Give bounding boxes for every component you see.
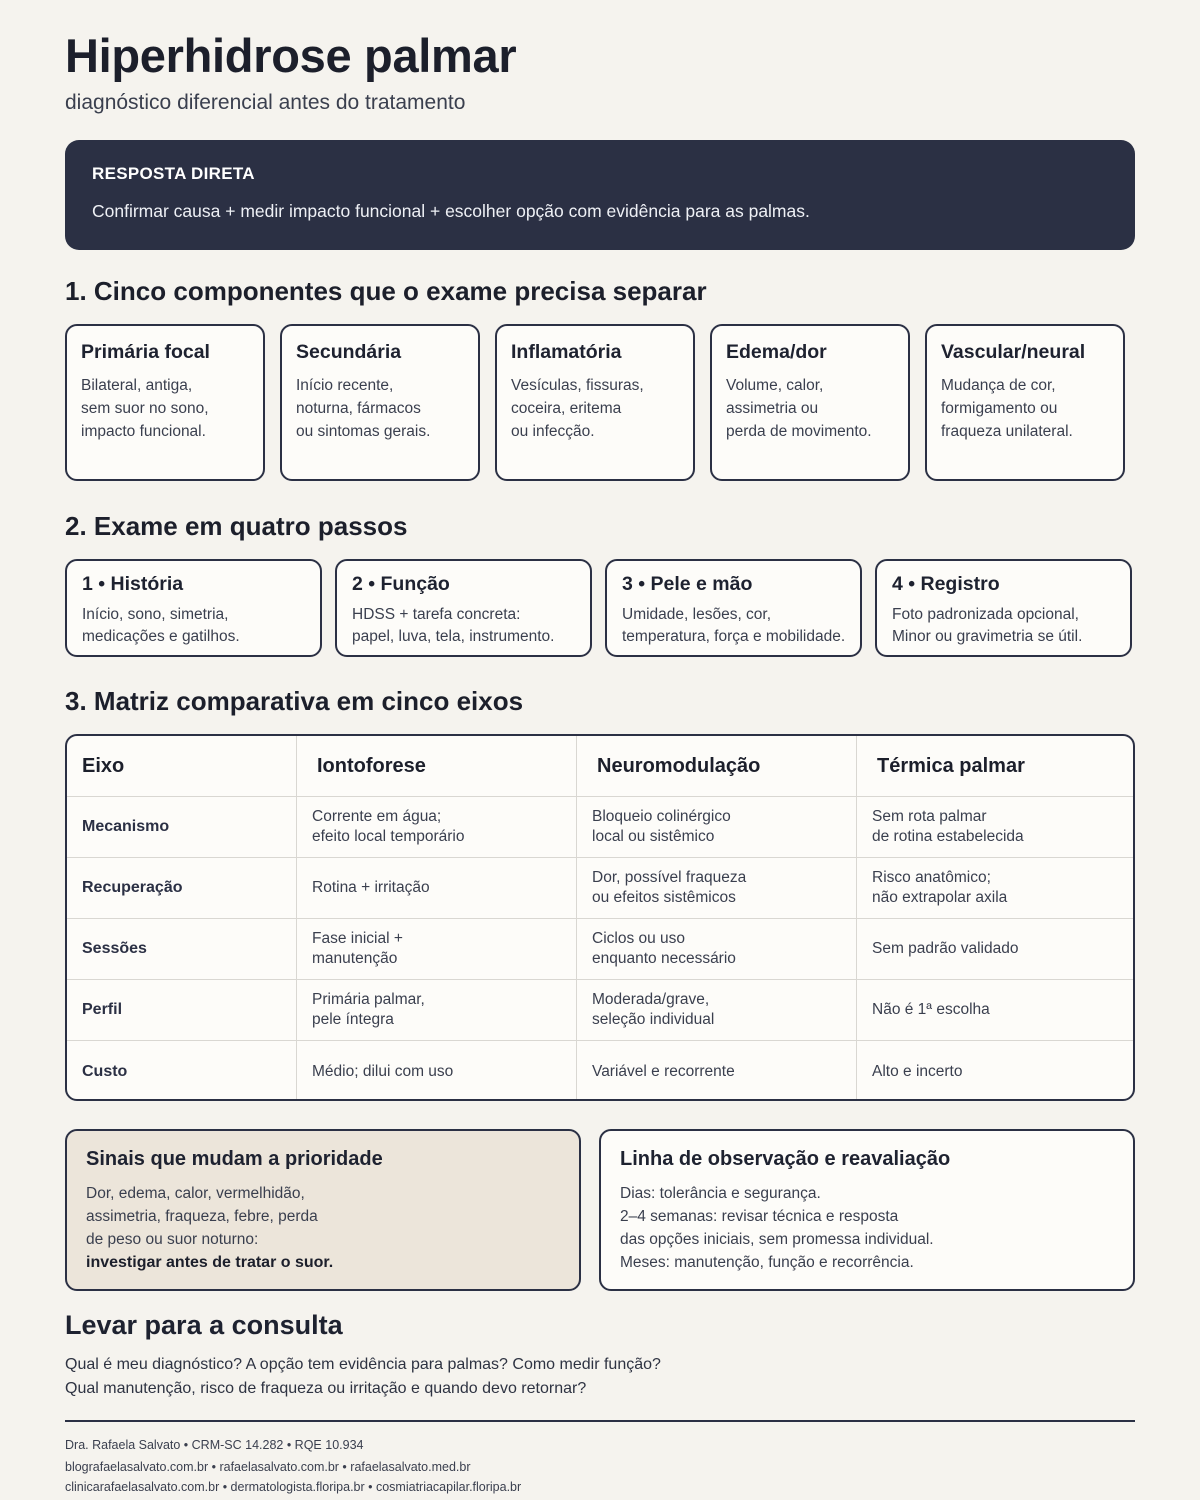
component-card [925, 324, 1125, 481]
matrix-header-row [67, 736, 1135, 796]
matrix-value-cell: Rotina + irritação [296, 858, 576, 918]
matrix-header-cell: Neuromodulação [576, 736, 856, 796]
page-title: Hiperhidrose palmar [65, 29, 517, 82]
component-card-text: Vesículas, fissuras, coceira, eritema ou infecção. [511, 377, 644, 440]
matrix-value-cell: Moderada/grave, seleção individual [576, 980, 856, 1040]
step-card-text: HDSS + tarefa concreta: papel, luva, tela, instrumento. [352, 606, 555, 645]
step-card-title: 2 • Função [352, 573, 450, 595]
direct-answer-text: Confirmar causa + medir impacto funcional + escolher opção com evidência para as palmas. [92, 201, 810, 221]
component-card-title: Inflamatória [511, 341, 622, 363]
step-card-text: Foto padronizada opcional, Minor ou gravimetria se útil. [892, 606, 1083, 645]
takeaway-title: Levar para a consulta [65, 1310, 343, 1340]
component-card [65, 324, 265, 481]
warning-signals-emphasis: investigar antes de tratar o suor. [86, 1254, 334, 1271]
component-card [495, 324, 695, 481]
warning-signals-title: Sinais que mudam a prioridade [86, 1148, 383, 1170]
matrix-value-cell: Ciclos ou uso enquanto necessário [576, 919, 856, 979]
component-card-title: Primária focal [81, 341, 210, 363]
table-row [67, 857, 1135, 918]
matrix-header-cell: Térmica palmar [856, 736, 1135, 796]
matrix-header-cell: Iontoforese [296, 736, 576, 796]
matrix-axis-cell: Sessões [82, 940, 147, 957]
observation-box [599, 1129, 1135, 1291]
component-card-title: Edema/dor [726, 341, 827, 363]
component-card-text: Volume, calor, assimetria ou perda de movimento. [726, 377, 872, 440]
direct-answer-box [65, 140, 1135, 250]
component-card [710, 324, 910, 481]
matrix-value-cell: Médio; dilui com uso [296, 1041, 576, 1101]
step-card-title: 1 • História [82, 573, 184, 595]
table-row [67, 796, 1135, 857]
step-card-title: 3 • Pele e mão [622, 573, 753, 595]
footer-credentials: Dra. Rafaela Salvato • CRM-SC 14.282 • RQE 10.934 [65, 1438, 364, 1452]
step-card [875, 559, 1132, 657]
page-subtitle: diagnóstico diferencial antes do tratamento [65, 91, 466, 114]
warning-signals-box [65, 1129, 581, 1291]
step-card-text: Umidade, lesões, cor, temperatura, força e mobilidade. [622, 606, 846, 645]
section-1-title: 1. Cinco componentes que o exame precisa separar [65, 276, 707, 306]
matrix-value-cell: Fase inicial + manutenção [296, 919, 576, 979]
warning-signals-text: Dor, edema, calor, vermelhidão, assimetria, fraqueza, febre, perda de peso ou suor noturno: investigar antes de tratar o suor. [86, 1185, 334, 1271]
component-card-text: Mudança de cor, formigamento ou fraqueza unilateral. [941, 377, 1073, 440]
section-3-title: 3. Matriz comparativa em cinco eixos [65, 686, 524, 716]
matrix-value-cell: Risco anatômico; não extrapolar axila [856, 858, 1135, 918]
component-card-title: Secundária [296, 341, 402, 363]
matrix-value-cell: Sem rota palmar de rotina estabelecida [856, 797, 1135, 857]
step-card-text: Início, sono, simetria, medicações e gatilhos. [82, 606, 240, 645]
footer-links: clinicarafaelasalvato.com.br • dermatologista.floripa.br • cosmiatriacapilar.floripa.br [65, 1480, 522, 1494]
section-2-title: 2. Exame em quatro passos [65, 511, 408, 541]
step-card [65, 559, 322, 657]
matrix-value-cell: Não é 1ª escolha [856, 980, 1135, 1040]
footer-divider [65, 1420, 1135, 1422]
matrix-header-cell: Eixo [82, 754, 125, 777]
matrix-value-cell: Bloqueio colinérgico local ou sistêmico [576, 797, 856, 857]
component-card-text: Bilateral, antiga, sem suor no sono, impacto funcional. [81, 377, 209, 440]
step-card-title: 4 • Registro [892, 573, 1000, 595]
matrix-value-cell: Primária palmar, pele íntegra [296, 980, 576, 1040]
comparison-matrix [65, 734, 1135, 1101]
matrix-axis-cell: Custo [82, 1063, 128, 1080]
takeaway-text: Qual é meu diagnóstico? A opção tem evidência para palmas? Como medir função? Qual manutenção, risco de fraqueza ou irritação e quando devo retornar? [65, 1356, 661, 1397]
matrix-value-cell: Dor, possível fraqueza ou efeitos sistêmicos [576, 858, 856, 918]
table-row [67, 1040, 1135, 1101]
matrix-axis-cell: Perfil [82, 1001, 123, 1018]
component-card [280, 324, 480, 481]
observation-text: Dias: tolerância e segurança. 2–4 semanas: revisar técnica e resposta das opções iniciais, sem promessa individual. Meses: manutenção, função e recorrência. [620, 1185, 934, 1271]
table-row [67, 918, 1135, 979]
direct-answer-label: RESPOSTA DIRETA [92, 164, 255, 183]
observation-title: Linha de observação e reavaliação [620, 1148, 951, 1170]
component-card-text: Início recente, noturna, fármacos ou sintomas gerais. [296, 377, 431, 440]
matrix-axis-cell: Recuperação [82, 879, 183, 896]
matrix-value-cell: Variável e recorrente [576, 1041, 856, 1101]
component-card-title: Vascular/neural [941, 341, 1086, 363]
matrix-value-cell: Sem padrão validado [856, 919, 1135, 979]
footer-links: blografaelasalvato.com.br • rafaelasalvato.com.br • rafaelasalvato.med.br [65, 1460, 471, 1474]
matrix-axis-cell: Mecanismo [82, 818, 170, 835]
matrix-value-cell: Corrente em água; efeito local temporário [296, 797, 576, 857]
matrix-value-cell: Alto e incerto [856, 1041, 1135, 1101]
step-card [335, 559, 592, 657]
step-card [605, 559, 862, 657]
table-row [67, 979, 1135, 1040]
